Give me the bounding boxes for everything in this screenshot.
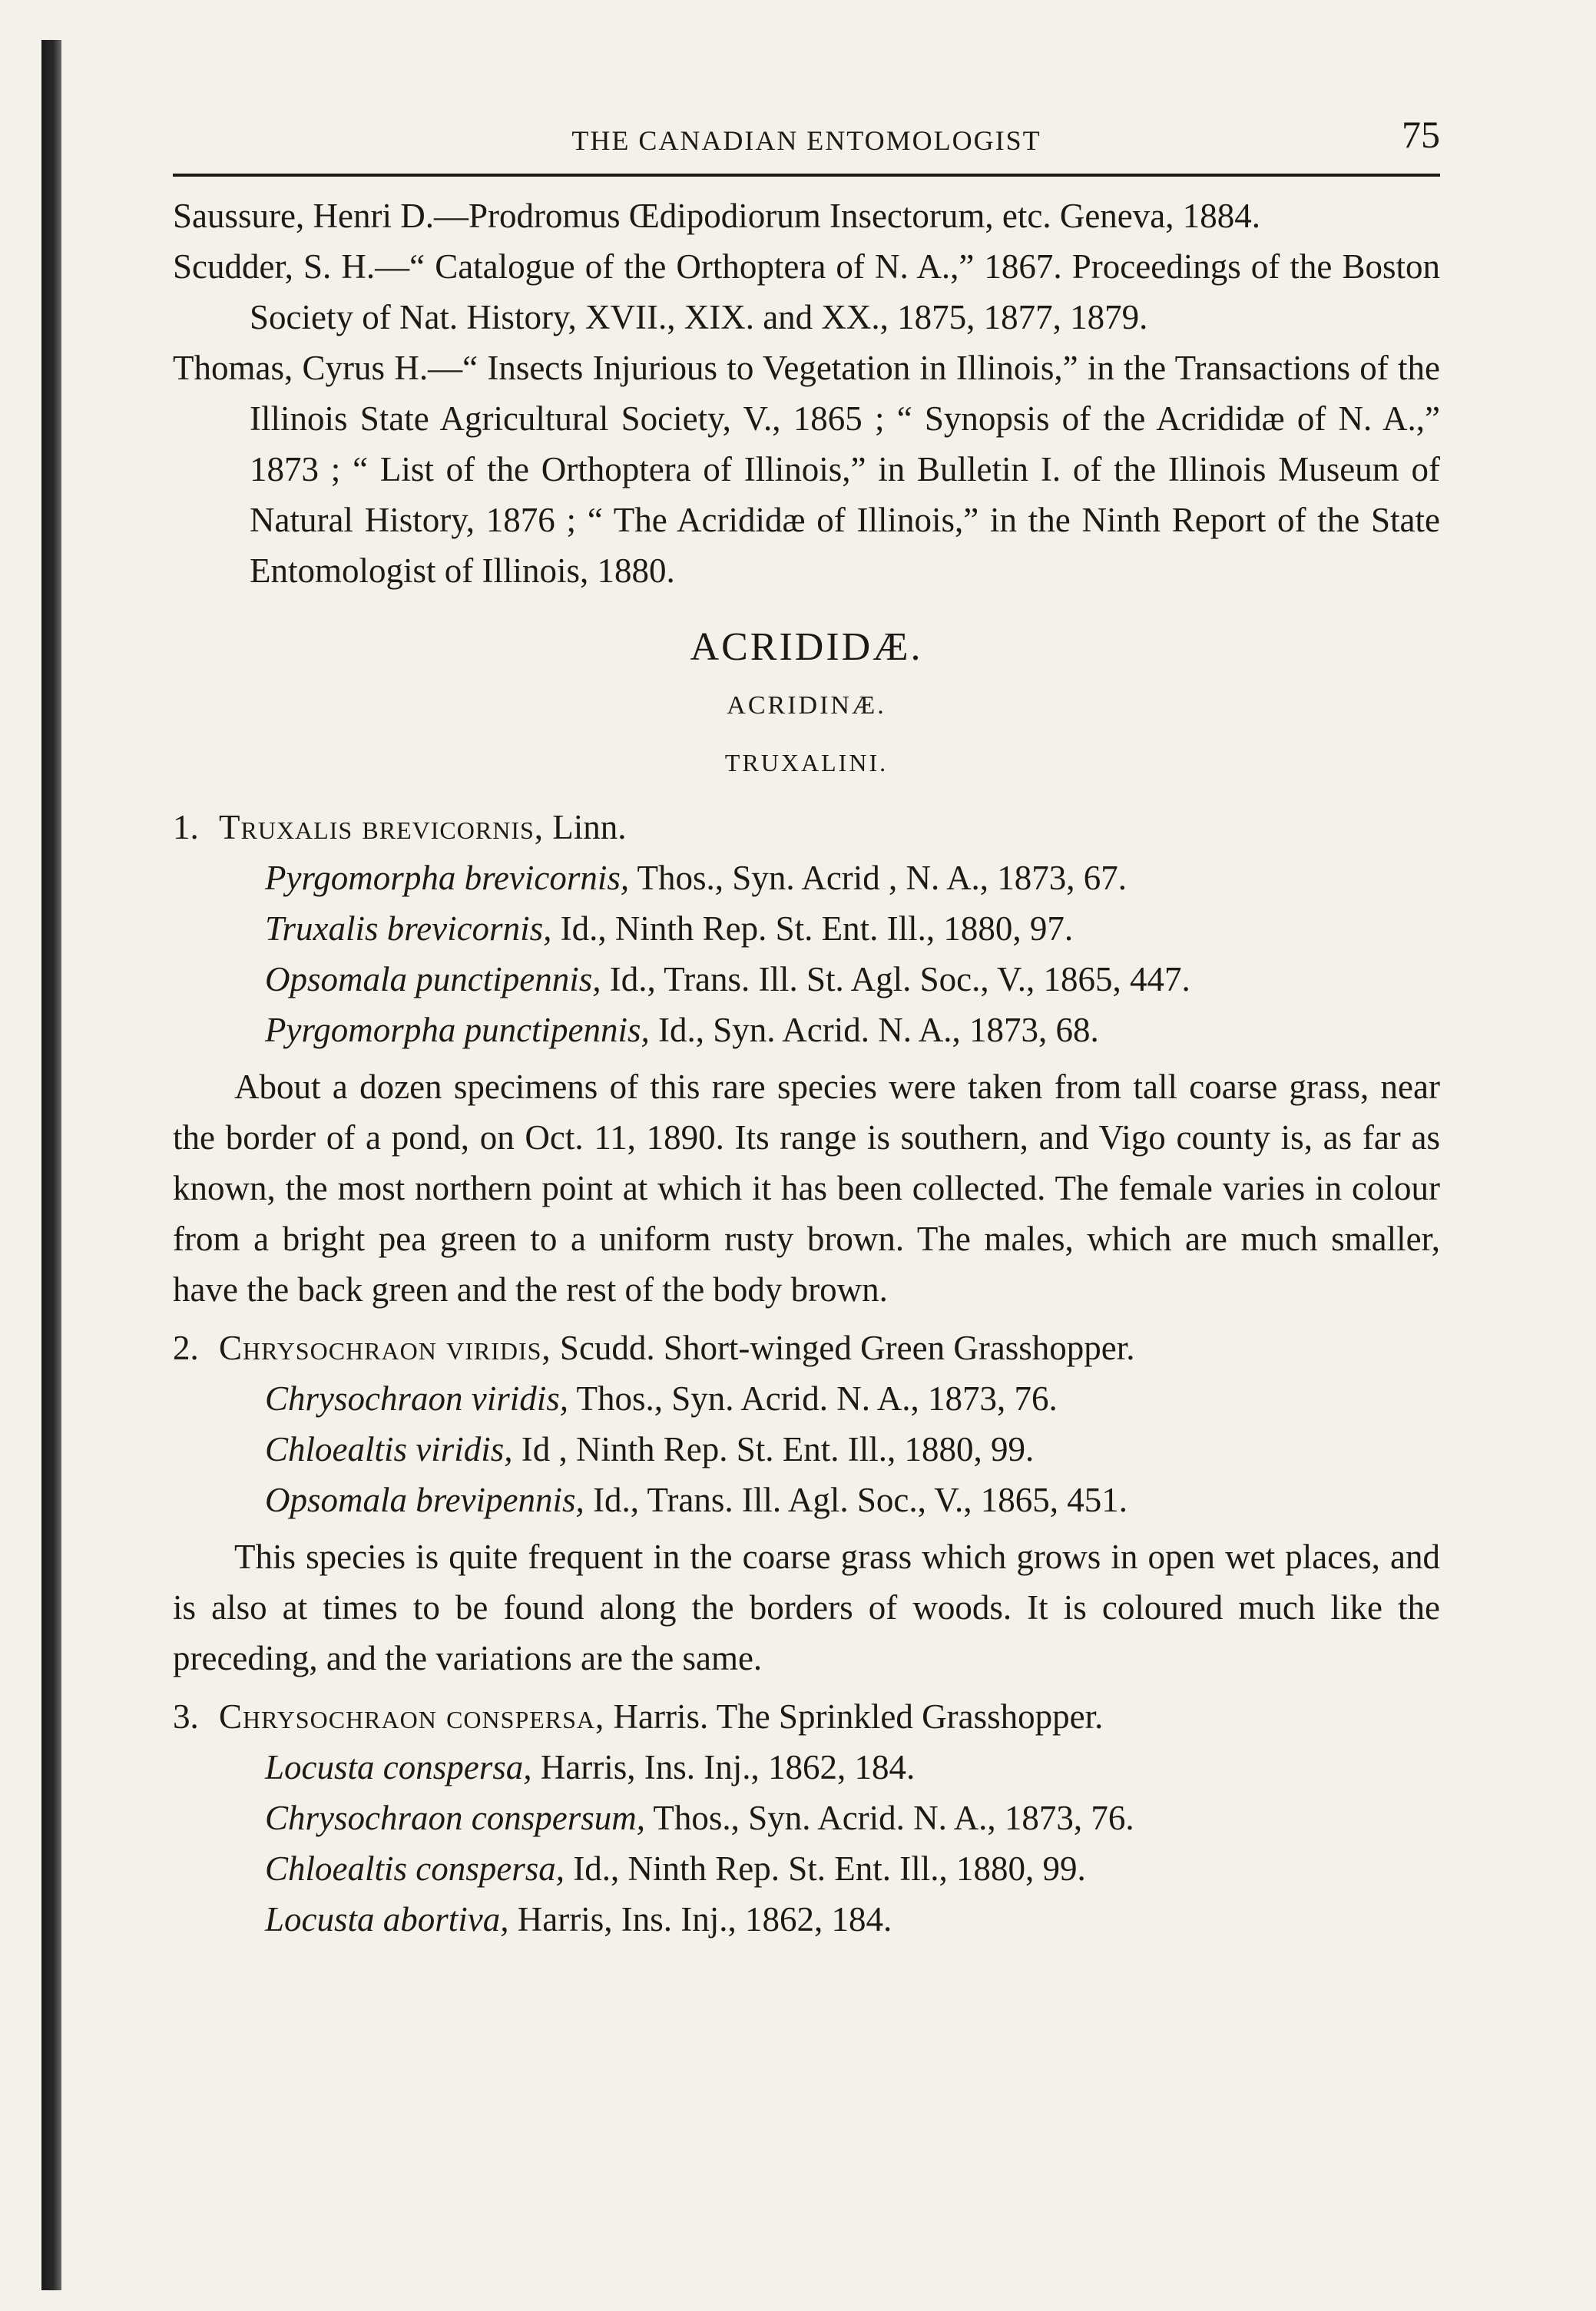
running-title: THE CANADIAN ENTOMOLOGIST: [571, 125, 1041, 156]
synonym-reference: Id., Ninth Rep. St. Ent. Ill., 1880, 99.: [565, 1849, 1086, 1888]
tribe-heading: TRUXALINI.: [724, 749, 889, 776]
synonym-line: [173, 1005, 1440, 1055]
species-number: 1.: [173, 808, 199, 846]
synonym-reference: Id , Ninth Rep. St. Ent. Ill., 1880, 99.: [512, 1430, 1035, 1468]
reference-entry: Saussure, Henri D.—Prodromus Œdipodiorum Insectorum, etc. Geneva, 1884.: [173, 197, 1261, 235]
page-body: [173, 115, 1440, 1945]
synonym-name: Opsomala brevipennis,: [265, 1481, 584, 1519]
species-common-name: The Sprinkled Grasshopper.: [708, 1697, 1104, 1736]
species-common-name: Short-winged Green Grasshopper.: [654, 1329, 1135, 1367]
synonym-name: Chrysochraon viridis,: [265, 1379, 569, 1418]
synonym-name: Opsomala punctipennis,: [265, 960, 601, 998]
synonym-line: [173, 954, 1440, 1005]
synonym-line: [173, 1424, 1440, 1475]
page-header: [173, 115, 1440, 169]
synonym-reference: Id., Trans. Ill. Agl. Soc., V., 1865, 451.: [584, 1481, 1127, 1519]
synonym-line: [173, 1373, 1440, 1424]
synonym-name: Chloealtis viridis,: [265, 1430, 513, 1468]
synonym-reference: Id., Ninth Rep. St. Ent. Ill., 1880, 97.: [551, 909, 1074, 948]
species-number: 3.: [173, 1697, 199, 1736]
synonym-line: [173, 1894, 1440, 1945]
synonym-reference: Id., Trans. Ill. St. Agl. Soc., V., 1865, 447.: [601, 960, 1190, 998]
synonym-reference: Harris, Ins. Inj., 1862, 184.: [508, 1900, 892, 1939]
family-heading: ACRIDIDÆ.: [690, 625, 923, 669]
species-name: Truxalis brevicornis,: [219, 808, 545, 846]
species-notes: About a dozen specimens of this rare species were taken from tall coarse grass, near the border of a pond, on Oct. 11, 1890. Its range is southern, and Vigo county is, as far as known, the most northern point at which it has been collected. The female varies in colour from a bright pea green to a uniform rusty brown. The males, which are much smaller, have the back green and the rest of the body brown.: [173, 1068, 1440, 1309]
species-author: Harris.: [604, 1697, 709, 1736]
synonym-name: Pyrgomorpha brevicornis,: [265, 859, 630, 897]
header-rule: [173, 174, 1440, 177]
reference-entry: Thomas, Cyrus H.—“ Insects Injurious to Vegetation in Illinois,” in the Transactions of the Illinois State Agricultural Society, V., 1865 ; “ Synopsis of the Acrididæ of N. A.,” 1873 ; “ List of the Orthoptera of Illinois,” in Bulletin I. of the Illinois Museum of Natural History, 1876 ; “ The Acrididæ of Illinois,” in the Ninth Report of the State Entomologist of Illinois, 1880.: [173, 349, 1440, 590]
synonym-name: Chrysochraon conspersum,: [265, 1799, 645, 1837]
synonym-line: [173, 1793, 1440, 1843]
species-notes: This species is quite frequent in the coarse grass which grows in open wet places, and is also at times to be found along the borders of woods. It is coloured much like the preceding, and the variations are the same.: [173, 1538, 1440, 1677]
synonym-name: Truxalis brevicornis,: [265, 909, 552, 948]
species-author: Linn.: [544, 808, 627, 846]
synonym-reference: Thos., Syn. Acrid. N. A., 1873, 76.: [568, 1379, 1058, 1418]
synonym-line: [173, 903, 1440, 954]
synonym-reference: Id., Syn. Acrid. N. A., 1873, 68.: [649, 1011, 1099, 1049]
species-entry: [173, 1323, 1440, 1373]
species-entry: [173, 1691, 1440, 1742]
reference-entry: Scudder, S. H.—“ Catalogue of the Orthoptera of N. A.,” 1867. Proceedings of the Boston Society of Nat. History, XVII., XIX. and XX., 1875, 1877, 1879.: [173, 247, 1440, 336]
species-name: Chrysochraon conspersa,: [219, 1697, 605, 1736]
synonym-line: [173, 853, 1440, 903]
synonym-reference: Thos., Syn. Acrid. N. A., 1873, 76.: [644, 1799, 1134, 1837]
page-number: 75: [1402, 113, 1440, 156]
species-entry: [173, 802, 1440, 853]
synonym-line: [173, 1843, 1440, 1894]
synonym-line: [173, 1475, 1440, 1525]
subfamily-heading: ACRIDINÆ.: [727, 691, 886, 720]
synonym-name: Chloealtis conspersa,: [265, 1849, 565, 1888]
synonym-name: Pyrgomorpha punctipennis,: [265, 1011, 650, 1049]
synonym-reference: Thos., Syn. Acrid , N. A., 1873, 67.: [629, 859, 1127, 897]
synonym-reference: Harris, Ins. Inj., 1862, 184.: [531, 1748, 916, 1786]
species-number: 2.: [173, 1329, 199, 1367]
synonym-name: Locusta abortiva,: [265, 1900, 509, 1939]
synonym-line: [173, 1742, 1440, 1793]
species-author: Scudd.: [551, 1329, 655, 1367]
synonym-name: Locusta conspersa,: [265, 1748, 532, 1786]
page-binding-edge: [41, 40, 61, 2290]
species-name: Chrysochraon viridis,: [219, 1329, 551, 1367]
